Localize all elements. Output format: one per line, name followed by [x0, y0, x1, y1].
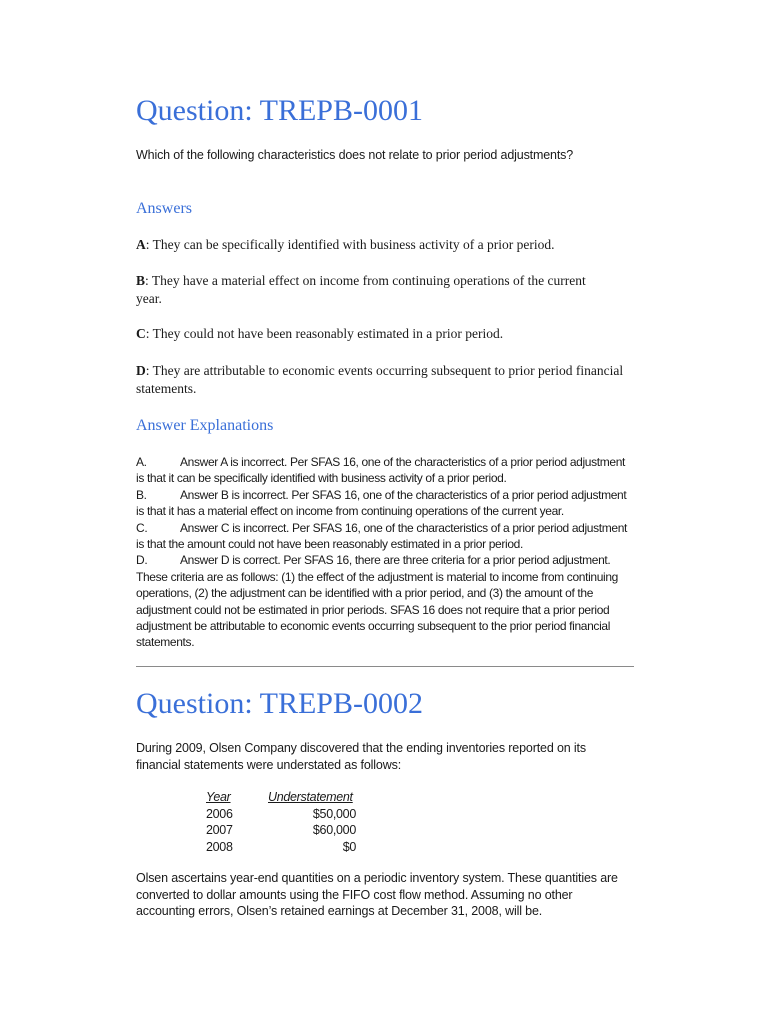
explanation-c-label: C.	[136, 520, 148, 535]
table-header-row	[206, 789, 356, 806]
answer-c-text: : They could not have been reasonably estimated in a prior period.	[145, 326, 504, 341]
answers-heading: Answers	[136, 200, 192, 217]
table-row	[206, 822, 356, 839]
question-2-title: Question: TREPB-0002	[136, 687, 423, 720]
answer-a-text: : They can be specifically identified with business activity of a prior period.	[145, 237, 555, 252]
amount-cell: $0	[342, 839, 356, 854]
col-header-year: Year	[206, 790, 231, 804]
explanation-c-text: Answer C is incorrect. Per SFAS 16, one of the characteristics of a prior period adjustment is that the amount could not have been reasonably estimated in a prior period.	[136, 520, 628, 552]
answer-explanations	[136, 454, 634, 651]
explanation-d-label: D.	[136, 553, 148, 568]
year-cell: 2008	[206, 839, 233, 854]
explanation-b-label: B.	[136, 487, 147, 502]
explanation-a-text: Answer A is incorrect. Per SFAS 16, one of the characteristics of a prior period adjustment is that it can be specifically identified with business activity of a prior period.	[136, 455, 626, 486]
answer-a-letter: A	[136, 237, 146, 252]
answer-explanations-heading: Answer Explanations	[136, 417, 274, 434]
answer-b-text: : They have a material effect on income from continuing operations of the current year.	[136, 273, 586, 306]
amount-cell: $50,000	[312, 806, 356, 821]
year-cell: 2006	[206, 806, 233, 821]
explanation-a-label: A.	[136, 455, 147, 469]
table-row	[206, 839, 356, 856]
answer-c	[136, 325, 616, 343]
answer-d	[136, 362, 636, 398]
answer-b-letter: B	[136, 273, 146, 288]
answer-a	[136, 236, 616, 254]
question-1-prompt: Which of the following characteristics does not relate to prior period adjustments?	[136, 148, 574, 162]
explanation-b-text: Answer B is incorrect. Per SFAS 16, one of the characteristics of a prior period adjustment is that it has a material effect on income from continuing operations of the current year.	[136, 487, 627, 519]
answer-b	[136, 272, 606, 308]
explanation-d	[136, 552, 634, 650]
explanation-d-text: Answer D is correct. Per SFAS 16, there are three criteria for a prior period adjustment. These criteria are as follows: (1) the effect of the adjustment is material to income from continuing operations, (2) the adjustment can be identified with a prior period, and (3) the amount of the adjustment could not be estimated in prior periods. SFAS 16 does not require that a prior period adjustment be attributable to economic events occurring subsequent to the prior period financial statements.	[136, 553, 618, 650]
explanation-a	[136, 454, 634, 487]
table-row	[206, 806, 356, 823]
question-2-closing: Olsen ascertains year-end quantities on a periodic inventory system. These quantities are converted to dollar amounts using the FIFO cost flow method. Assuming no other accounting errors, Olsen’s retained earnings at December 31, 2008, will be.	[136, 871, 618, 918]
answer-c-letter: C	[136, 326, 146, 341]
answer-d-text: : They are attributable to economic events occurring subsequent to prior period financial statements.	[136, 363, 624, 396]
amount-cell: $60,000	[312, 823, 356, 837]
question-2-intro: During 2009, Olsen Company discovered that the ending inventories reported on its financial statements were understated as follows:	[136, 741, 586, 772]
col-header-understatement: Understatement	[268, 790, 353, 804]
explanation-b	[136, 487, 634, 520]
question-1-title: Question: TREPB-0001	[136, 94, 423, 127]
explanation-c	[136, 520, 634, 553]
answer-d-letter: D	[136, 363, 146, 378]
year-cell: 2007	[206, 823, 233, 837]
section-divider	[136, 666, 634, 667]
understatement-table	[206, 789, 356, 855]
